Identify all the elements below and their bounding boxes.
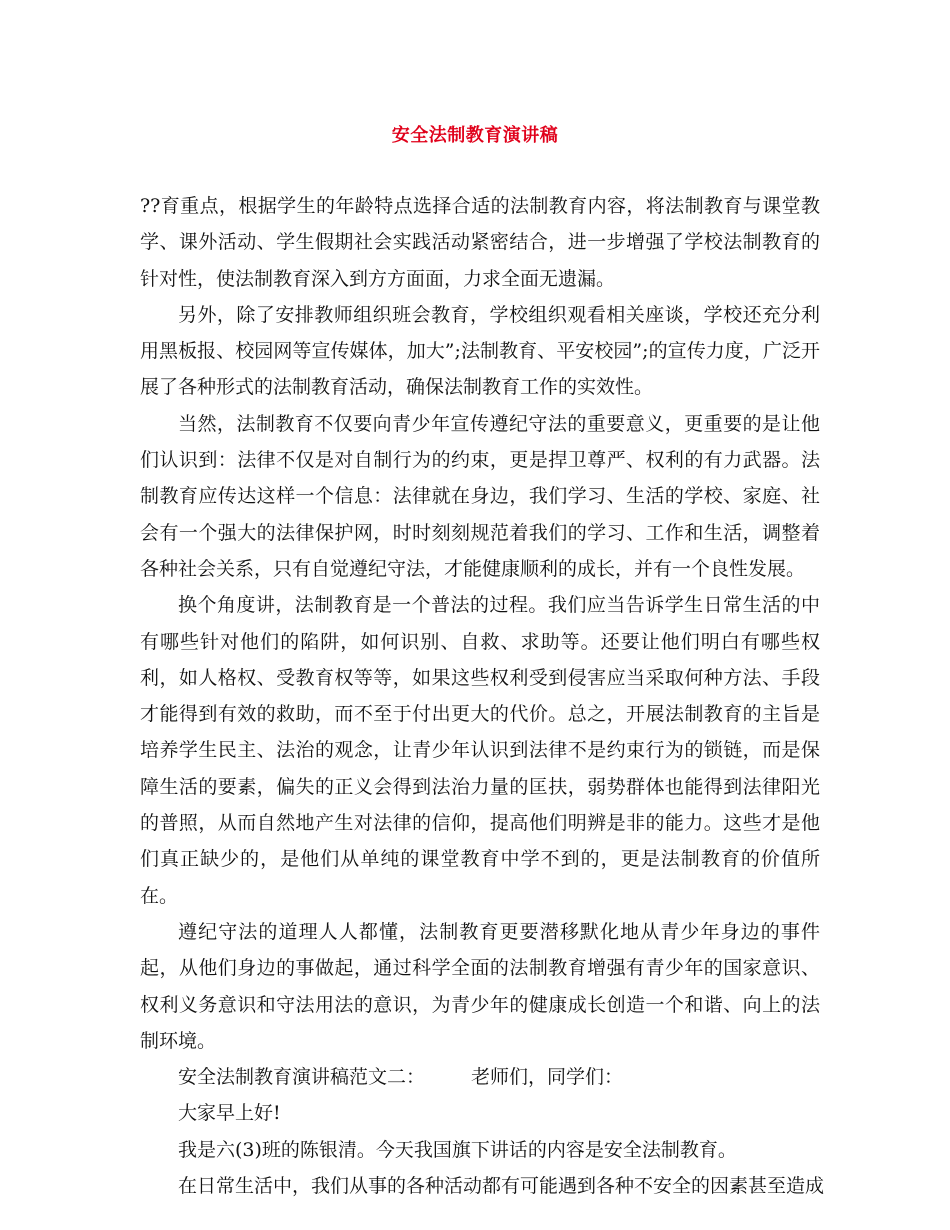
last-paragraph-line: 在日常生活中，我们从事的各种活动都有可能遇到各种不安全的因素甚至造成 [178, 1175, 825, 1198]
paragraph-2: 另外，除了安排教师组织班会教育，学校组织观看相关座谈，学校还充分利用黑板报、校园网等宣传媒体，加大”;法制教育、平安校园”;的宣传力度，广泛开展了各种形式的法制教育活动，确保法制教育工作的实效性。 [140, 303, 820, 399]
sample-two-label: 安全法制教育演讲稿范文二： [178, 1066, 426, 1089]
document-body [140, 188, 825, 1204]
paragraph-4: 换个角度讲，法制教育是一个普法的过程。我们应当告诉学生日常生活的中有哪些针对他们的陷阱，如何识别、自救、求助等。还要让他们明白有哪些权利，如人格权、受教育权等等，如果这些权利受到侵害应当采取何种方法、手段才能得到有效的救助，而不至于付出更大的代价。总之，开展法制教育的主旨是培养学生民主、法治的观念，让青少年认识到法律不是约束行为的锁链，而是保障生活的要素，偏失的正义会得到法治力量的匡扶，弱势群体也能得到法律阳光的普照，从而自然地产生对法律的信仰，提高他们明辨是非的能力。这些才是他们真正缺少的，是他们从单纯的课堂教育中学不到的，更是法制教育的价值所在。 [140, 594, 820, 907]
paragraph-1: ??育重点，根据学生的年龄特点选择合适的法制教育内容，将法制教育与课堂教学、课外活动、学生假期社会实践活动紧密结合，进一步增强了学校法制教育的针对性，使法制教育深入到方方面面，力求全面无遗漏。 [140, 195, 820, 290]
greeting-line: 大家早上好! [178, 1102, 281, 1125]
intro-line: 我是六(3)班的陈银清。今天我国旗下讲话的内容是安全法制教育。 [178, 1138, 737, 1161]
sample-two-heading-line [140, 1059, 820, 1095]
sample-two-salutation: 老师们，同学们： [471, 1066, 624, 1089]
paragraph-3: 当然，法制教育不仅要向青少年宣传遵纪守法的重要意义，更重要的是让他们认识到：法律不仅是对自制行为的约束，更是捍卫尊严、权利的有力武器。法制教育应传达这样一个信息：法律就在身边，我们学习、生活的学校、家庭、社会有一个强大的法律保护网，时时刻刻规范着我们的学习、工作和生活，调整着各种社会关系，只有自觉遵纪守法，才能健康顺利的成长，并有一个良性发展。 [140, 412, 820, 580]
paragraph-5: 遵纪守法的道理人人都懂，法制教育更要潜移默化地从青少年身边的事件起，从他们身边的事做起，通过科学全面的法制教育增强有青少年的国家意识、权利义务意识和守法用法的意识，为青少年的健康成长创造一个和谐、向上的法制环境。 [140, 920, 820, 1052]
document-title: 安全法制教育演讲稿 [391, 125, 559, 146]
